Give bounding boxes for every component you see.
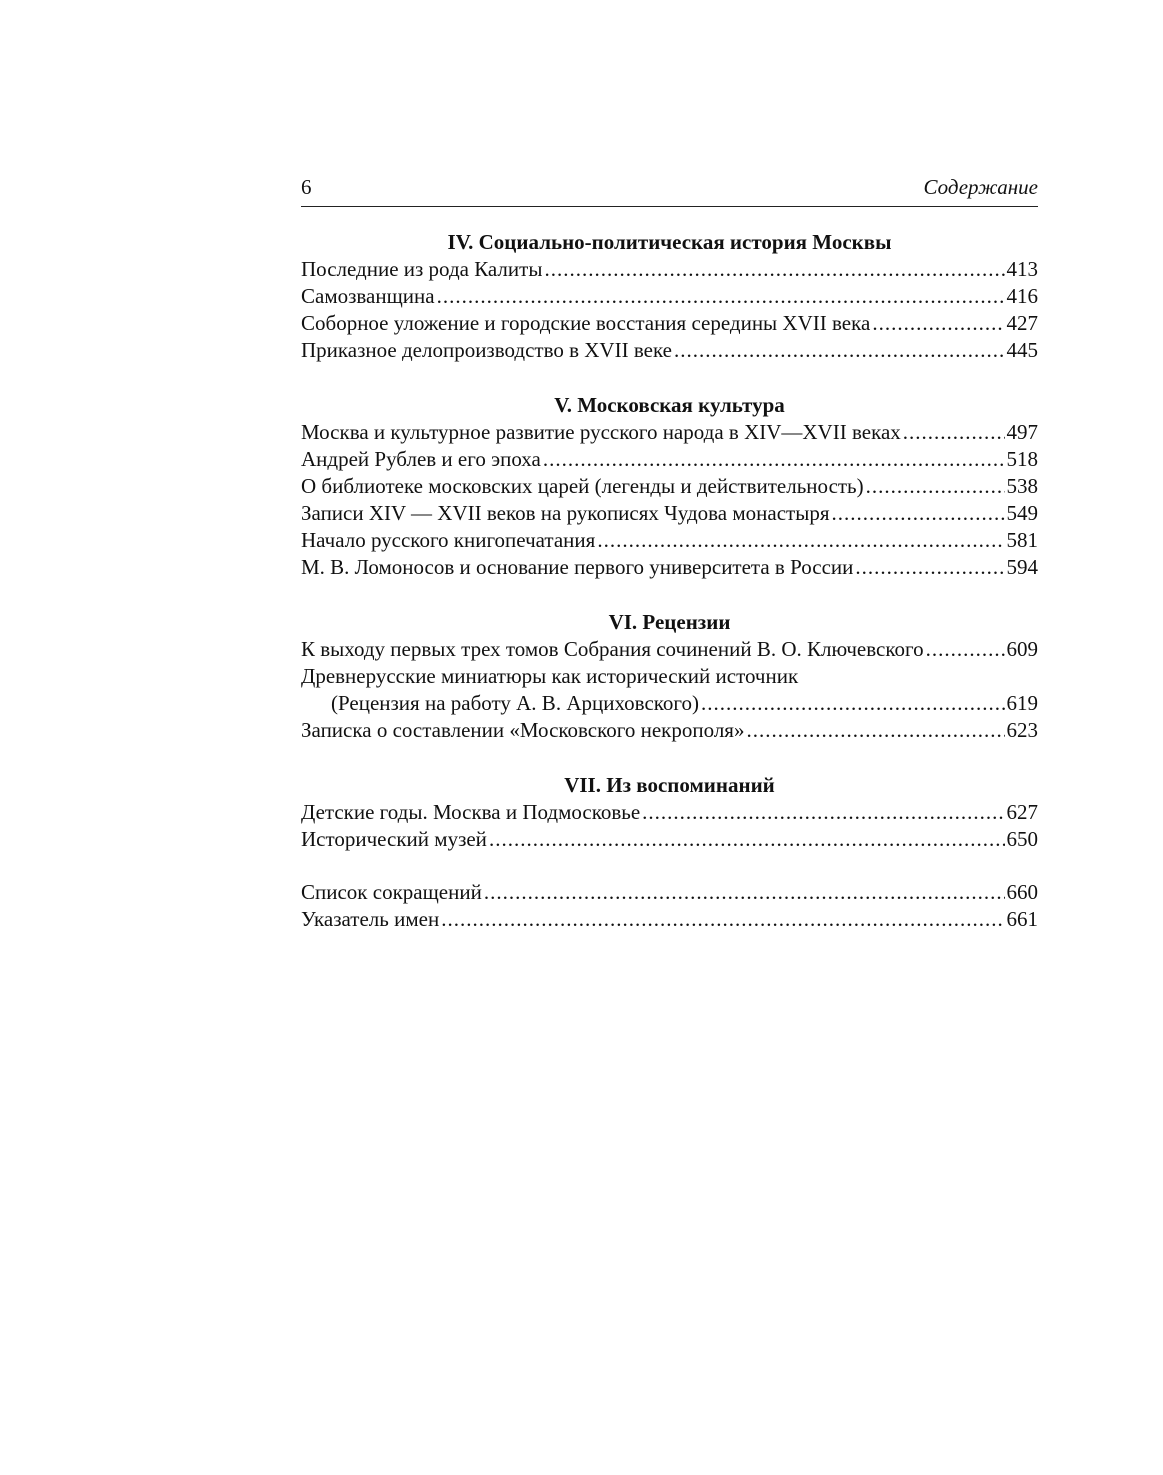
leader-dots [903,419,1005,446]
entry-title: Список сокращений [301,880,482,904]
entry-title: О библиотеке московских царей (легенды и действительность) [301,474,864,498]
entry-page: 445 [1006,338,1038,362]
leader-dots [489,826,1005,853]
entry-page: 549 [1006,501,1038,525]
leader-dots [701,690,1005,717]
leader-dots [543,446,1005,473]
entry-title: К выходу первых трех томов Собрания сочинений В. О. Ключевского [301,637,924,661]
leader-dots [544,256,1004,283]
entry-page: 594 [1006,555,1038,579]
toc-entry[interactable] [301,527,1038,554]
entry-page: 416 [1006,284,1038,308]
toc-entry[interactable] [301,879,1038,906]
toc-entry[interactable] [301,717,1038,744]
section-title: V. Московская культура [554,393,785,417]
entry-title: Указатель имен [301,907,440,931]
leader-dots [866,473,1005,500]
entry-page: 627 [1006,800,1038,824]
leader-dots [832,500,1005,527]
leader-dots [872,310,1004,337]
toc-entry[interactable] [301,799,1038,826]
entry-title: Исторический музей [301,827,487,851]
entry-page: 660 [1006,880,1038,904]
running-head [301,170,1038,207]
toc-entry[interactable] [301,473,1038,500]
toc-appendix [301,879,1038,933]
leader-dots [926,636,1005,663]
toc-section-iv [301,229,1038,364]
toc-entry[interactable] [301,446,1038,473]
entry-page: 661 [1006,907,1038,931]
entry-title: Соборное уложение и городские восстания середины XVII века [301,311,871,335]
toc-entry[interactable] [301,419,1038,446]
leader-dots [437,283,1005,310]
leader-dots [441,906,1004,933]
toc-entry[interactable] [301,826,1038,853]
entry-title: Записка о составлении «Московского некрополя» [301,718,745,742]
toc-entry[interactable] [301,554,1038,581]
section-title: VII. Из воспоминаний [564,773,775,797]
entry-title: М. В. Ломоносов и основание первого университета в России [301,555,854,579]
leader-dots [674,337,1005,364]
leader-dots [597,527,1004,554]
toc-entry[interactable] [301,337,1038,364]
entry-title: Начало русского книгопечатания [301,528,596,552]
toc-section-v [301,392,1038,581]
entry-title: Детские годы. Москва и Подмосковье [301,800,641,824]
leader-dots [484,879,1005,906]
toc-entry[interactable] [301,690,1038,717]
toc-page [301,170,1038,933]
toc-section-vi [301,609,1038,744]
entry-page: 650 [1006,827,1038,851]
entry-page: 619 [1006,691,1038,715]
entry-page: 497 [1006,420,1038,444]
entry-title: Последние из рода Калиты [301,257,543,281]
section-title: IV. Социально-политическая история Москвы [447,230,892,254]
entry-page: 538 [1006,474,1038,498]
entry-title: Записи XIV — XVII веков на рукописях Чудова монастыря [301,501,830,525]
entry-title: Приказное делопроизводство в XVII веке [301,338,672,362]
toc-entry[interactable] [301,906,1038,933]
entry-title: Самозванщина [301,284,435,308]
leader-dots [642,799,1004,826]
section-title: VI. Рецензии [608,610,731,634]
entry-title: (Рецензия на работу А. В. Арциховского) [331,691,699,715]
entry-title-line1[interactable]: Древнерусские миниатюры как исторический источник [301,664,799,688]
leader-dots [746,717,1004,744]
toc-entry[interactable] [301,283,1038,310]
toc-entry[interactable] [301,500,1038,527]
toc-entry[interactable] [301,310,1038,337]
entry-page: 427 [1006,311,1038,335]
entry-page: 518 [1006,447,1038,471]
toc-entry[interactable] [301,256,1038,283]
page-number: 6 [301,175,312,199]
entry-page: 609 [1006,637,1038,661]
running-title: Содержание [923,175,1038,199]
toc-section-vii [301,772,1038,853]
entry-page: 413 [1006,257,1038,281]
entry-title: Москва и культурное развитие русского народа в XIV—XVII веках [301,420,901,444]
leader-dots [855,554,1004,581]
toc-entry[interactable] [301,636,1038,663]
entry-title: Андрей Рублев и его эпоха [301,447,541,471]
entry-page: 581 [1006,528,1038,552]
entry-page: 623 [1006,718,1038,742]
